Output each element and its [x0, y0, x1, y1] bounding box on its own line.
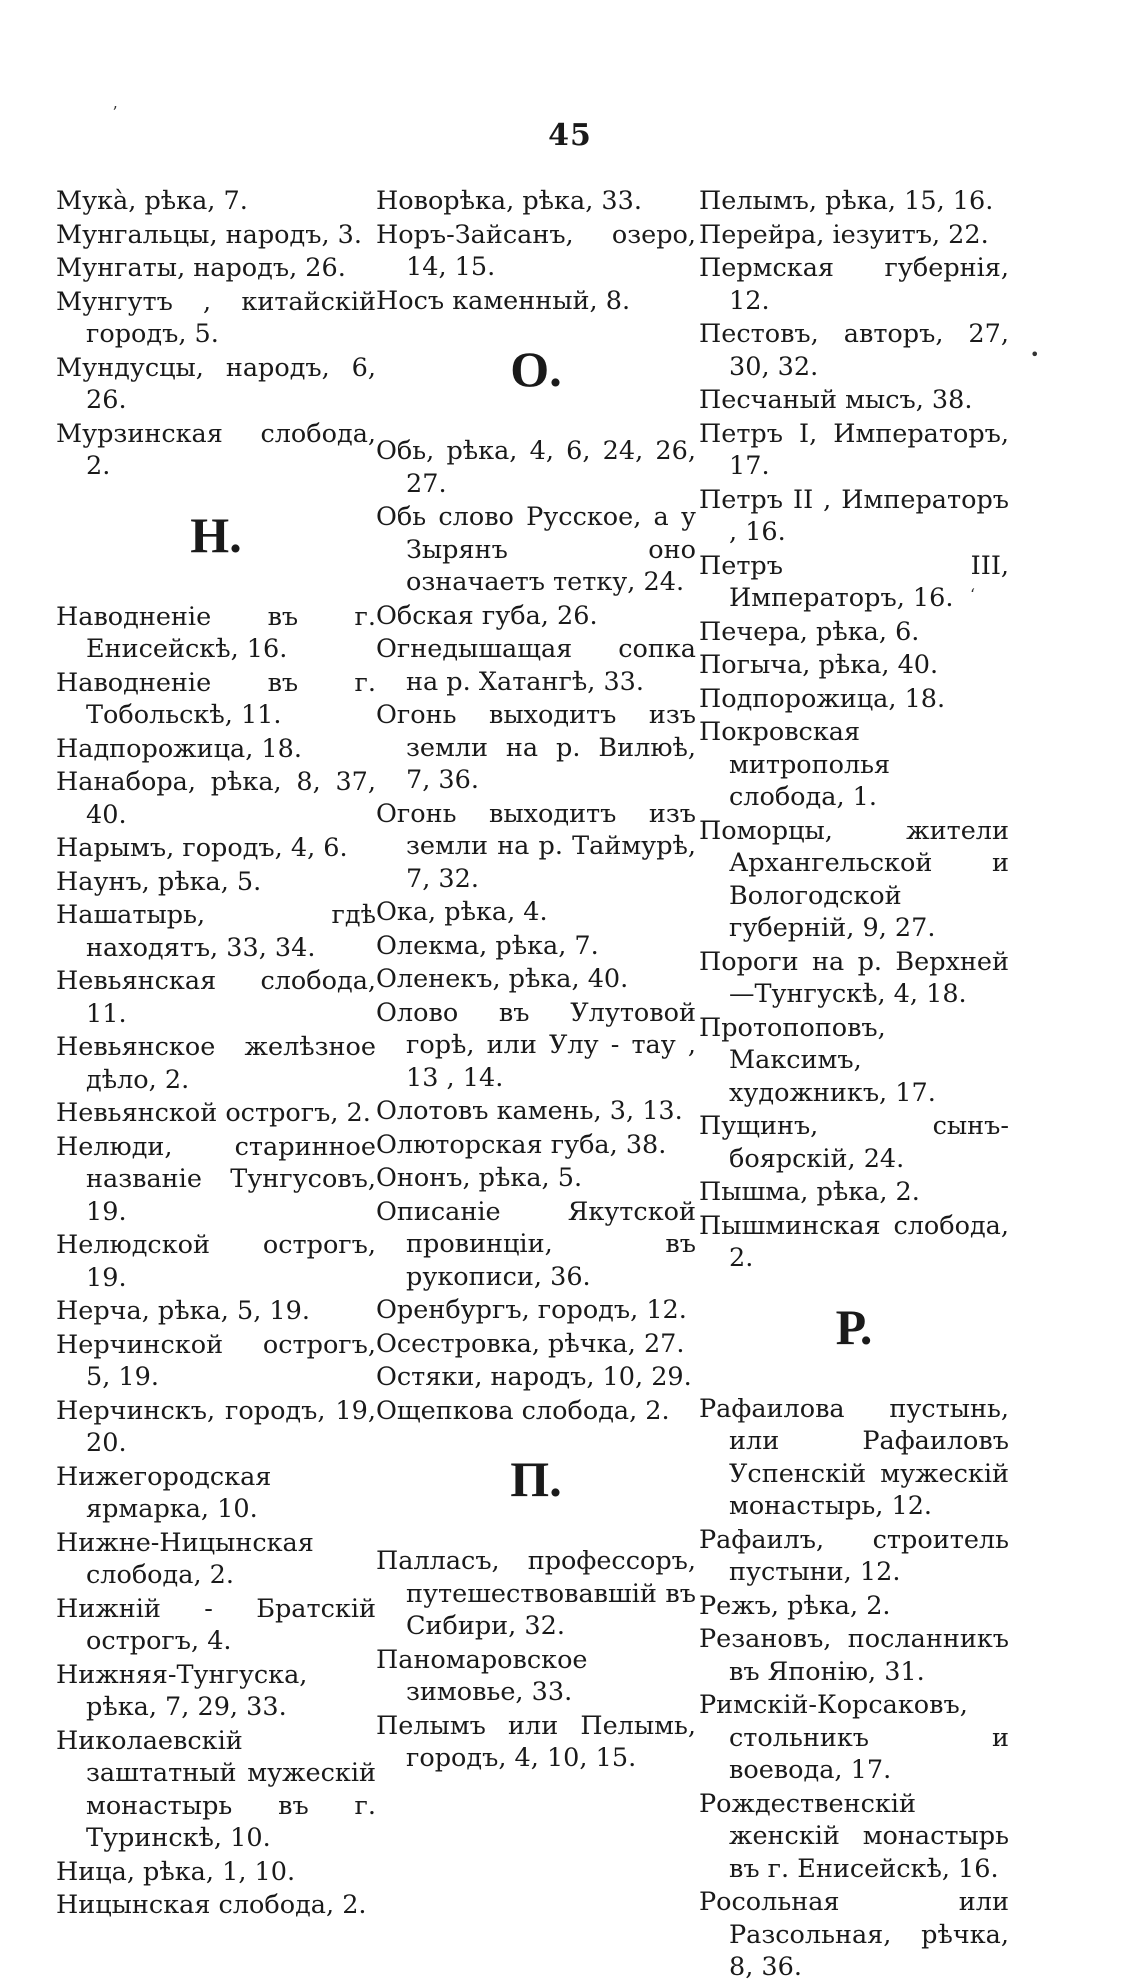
- index-column-3: [699, 185, 1009, 1985]
- index-entry: Невьянское желѣзное дѣло, 2.: [56, 1032, 376, 1095]
- index-entry: Петръ II , Императоръ , 16.: [699, 484, 1009, 547]
- index-entry: Мундусцы, народъ, 6, 26.: [56, 352, 376, 415]
- index-entry: Рафаилова пустынь, или Рафаиловъ Успенскій мужескій монастырь, 12.: [699, 1393, 1009, 1521]
- index-entry: Ока, рѣка, 4.: [376, 897, 548, 927]
- index-entry: Рафаилъ, строитель пустыни, 12.: [699, 1524, 1009, 1587]
- index-entry: Оренбургъ, городъ, 12.: [376, 1295, 687, 1325]
- index-entry: Обская губа, 26.: [376, 600, 598, 631]
- index-entry: Пышминская слобода, 2.: [699, 1210, 1009, 1273]
- index-entry: Подпорожица, 18.: [699, 683, 946, 714]
- index-entry: Огонь выходитъ изъ земли на р. Таймурѣ, 7, 32.: [376, 798, 696, 894]
- index-entry: Обь, рѣка, 4, 6, 24, 26, 27.: [376, 436, 696, 499]
- index-entry: Нижне-Ницынская слобода, 2.: [56, 1527, 314, 1590]
- index-entry: Нерчинскъ, городъ, 19, 20.: [56, 1395, 376, 1458]
- index-entry: Нашатырь, гдѣ находятъ, 33, 34.: [56, 900, 376, 963]
- index-entry: Резановъ, посланникъ въ Японію, 31.: [699, 1624, 1009, 1687]
- index-entry: Мука̀, рѣка, 7.: [56, 186, 248, 216]
- index-entry: Олюторская губа, 38.: [376, 1129, 667, 1160]
- ink-speck: ʻ: [970, 585, 976, 604]
- index-entry: Пущинъ, сынъ-боярскій, 24.: [699, 1111, 1009, 1174]
- index-entry: Пелымъ или Пелымь, городъ, 4, 10, 15.: [376, 1710, 696, 1773]
- index-entry: Нерча, рѣка, 5, 19.: [56, 1296, 310, 1326]
- index-entry: Олово въ Улутовой горѣ, или Улу - тау , 13 , 14.: [376, 997, 696, 1093]
- index-column-2: [376, 185, 696, 1776]
- index-entry: Наводненіе въ г. Тобольскѣ, 11.: [56, 667, 376, 730]
- index-entry: Описаніе Якутской провинціи, въ рукописи, 36.: [376, 1196, 696, 1292]
- index-entry: Нерчинской острогъ, 5, 19.: [56, 1329, 376, 1392]
- index-entry: Огонь выходитъ изъ земли на р. Вилюѣ, 7, 36.: [376, 700, 696, 795]
- index-entry: Осестровка, рѣчка, 27.: [376, 1328, 685, 1359]
- index-entry: Николаевскій заштатный мужескій монастырь въ г. Туринскѣ, 10.: [56, 1725, 376, 1853]
- index-entry: Нижняя-Тунгуска, рѣка, 7, 29, 33.: [56, 1659, 308, 1722]
- index-entry: Оленекъ, рѣка, 40.: [376, 964, 629, 994]
- index-entry: Норъ-Зайсанъ, озеро, 14, 15.: [376, 219, 696, 282]
- index-entry: Нелюдской острогъ, 19.: [56, 1230, 376, 1293]
- index-entry: Песчаный мысъ, 38.: [699, 385, 973, 415]
- index-entry: Обь слово Русское, а у Зырянъ оно означаетъ тетку, 24.: [376, 502, 696, 597]
- index-entry: Мунгаты, народъ, 26.: [56, 253, 346, 283]
- index-entry: Олотовъ камень, 3, 13.: [376, 1096, 683, 1126]
- index-entry: Петръ III, Императоръ, 16.: [699, 550, 1009, 613]
- index-entry: Покровская митрополья слобода, 1.: [699, 717, 891, 812]
- index-entry: Ононъ, рѣка, 5.: [376, 1163, 583, 1193]
- index-entry: Ница, рѣка, 1, 10.: [56, 1856, 296, 1887]
- index-entry: Новорѣка, рѣка, 33.: [376, 186, 642, 216]
- index-entry: Перейра, іезуитъ, 22.: [699, 219, 989, 250]
- letter-heading: Р.: [835, 1298, 873, 1355]
- index-column-1: [56, 185, 376, 1923]
- index-entry: Мунгальцы, народъ, 3.: [56, 219, 362, 250]
- index-entry: Носъ каменный, 8.: [376, 285, 631, 316]
- index-entry: Печера, рѣка, 6.: [699, 616, 920, 647]
- page-number: 45: [548, 118, 592, 153]
- index-entry: Протопоповъ, Максимъ, художникъ, 17.: [699, 1012, 936, 1108]
- index-entry: Наводненіе въ г. Енисейскѣ, 16.: [56, 601, 376, 664]
- letter-heading: О.: [510, 341, 562, 397]
- index-entry: Надпорожица, 18.: [56, 733, 302, 764]
- index-entry: Римскій-Корсаковъ, стольникъ и воевода, 17.: [699, 1690, 1009, 1785]
- index-entry: Пермская губернія, 12.: [699, 253, 1009, 316]
- index-entry: Рождественскій женскій монастырь въ г. Енисейскѣ, 16.: [699, 1788, 1009, 1884]
- index-entry: Огнедышащая сопка на р. Хатангѣ, 33.: [376, 634, 696, 697]
- index-entry: Остяки, народъ, 10, 29.: [376, 1362, 692, 1392]
- index-entry: Пелымъ, рѣка, 15, 16.: [699, 186, 994, 216]
- index-entry: Невьянской острогъ, 2.: [56, 1098, 371, 1128]
- index-entry: Пестовъ, авторъ, 27, 30, 32.: [699, 319, 1009, 382]
- index-entry: Мунгутъ , китайскій городъ, 5.: [56, 286, 376, 349]
- index-entry: Пороги на р. Верхней—Тунгускѣ, 4, 18.: [699, 946, 1009, 1009]
- index-entry: Нижегородская ярмарка, 10.: [56, 1461, 272, 1524]
- index-entry: Невьянская слобода, 11.: [56, 966, 376, 1029]
- index-entry: Поморцы, жители Архангельской и Вологодской губерній, 9, 27.: [699, 815, 1009, 943]
- index-entry: Нанабора, рѣка, 8, 37, 40.: [56, 767, 376, 830]
- index-entry: Палласъ, профессоръ, путешествовавшій въ Сибири, 32.: [376, 1546, 696, 1641]
- index-entry: Нелюди, старинное названіе Тунгусовъ, 19.: [56, 1131, 376, 1227]
- letter-heading: Н.: [190, 506, 242, 563]
- index-entry: Росольная или Разсольная, рѣчка, 8, 36.: [699, 1887, 1009, 1982]
- index-entry: Мурзинская слобода, 2.: [56, 418, 376, 481]
- index-entry: Наунъ, рѣка, 5.: [56, 866, 262, 897]
- index-entry: Нарымъ, городъ, 4, 6.: [56, 833, 348, 863]
- ink-speck: •: [1030, 345, 1040, 364]
- index-entry: Режъ, рѣка, 2.: [699, 1590, 891, 1621]
- index-entry: Ницынская слобода, 2.: [56, 1890, 367, 1920]
- index-entry: Петръ I, Императоръ, 17.: [699, 418, 1009, 481]
- index-entry: Ощепкова слобода, 2.: [376, 1395, 670, 1426]
- index-entry: Пышма, рѣка, 2.: [699, 1177, 920, 1207]
- index-entry: Погыча, рѣка, 40.: [699, 650, 939, 680]
- ink-speck: ʼ: [112, 103, 118, 122]
- index-entry: Нижній - Братскій острогъ, 4.: [56, 1593, 376, 1656]
- index-entry: Олекма, рѣка, 7.: [376, 930, 599, 961]
- letter-heading: П.: [510, 1451, 562, 1507]
- index-entry: Паномаровское зимовье, 33.: [376, 1644, 588, 1707]
